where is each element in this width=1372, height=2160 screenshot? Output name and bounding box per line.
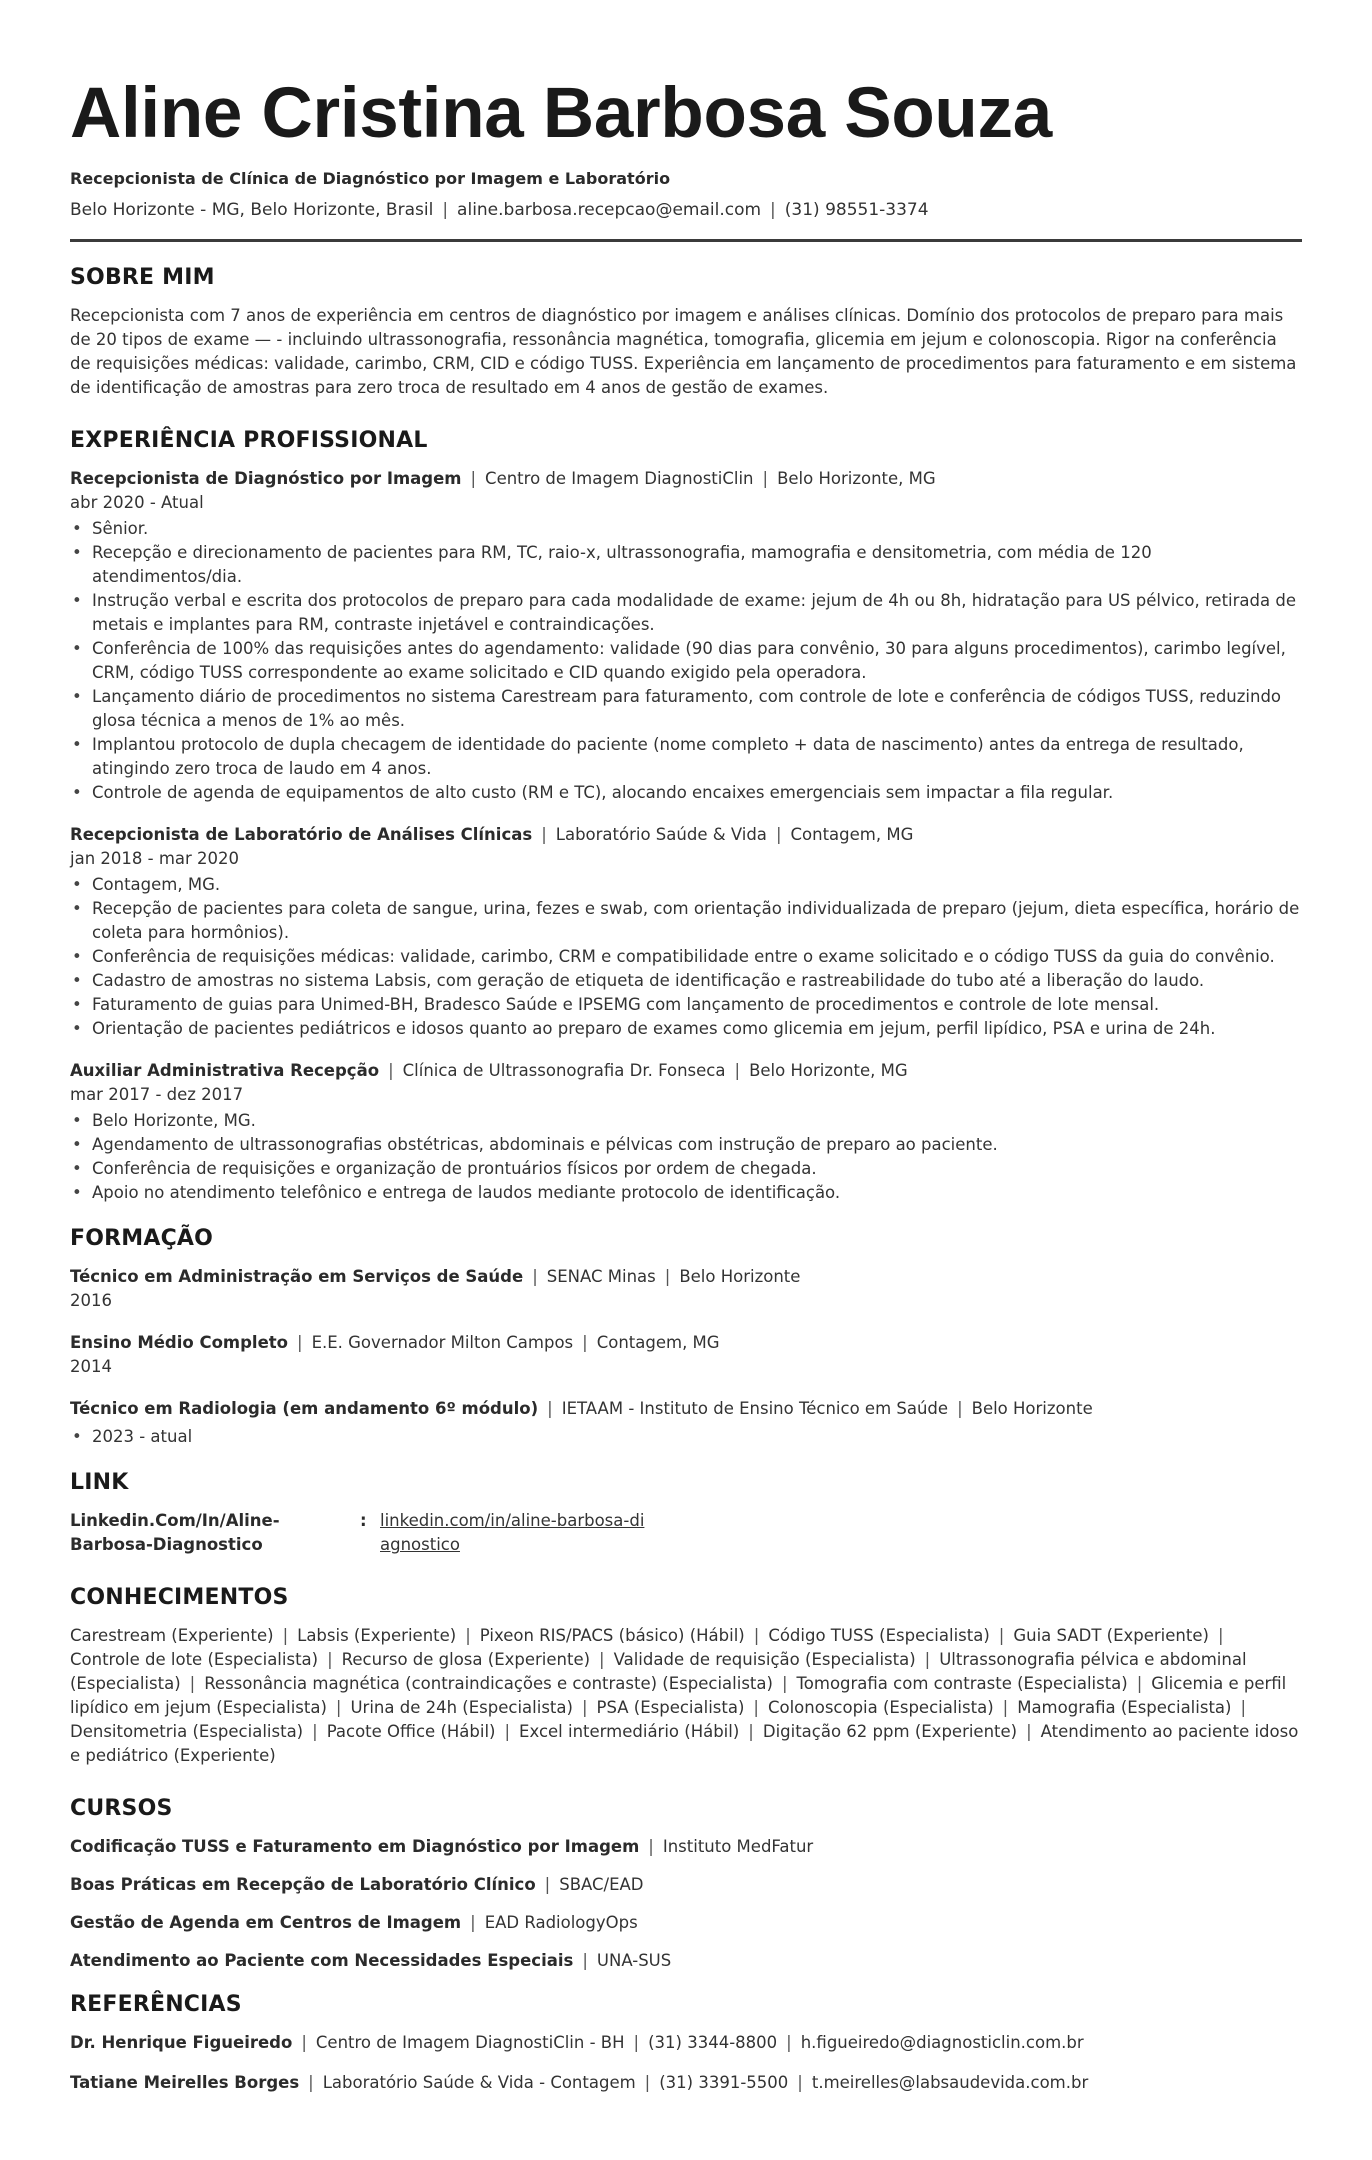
contact-line	[70, 199, 1302, 221]
separator: |	[301, 2033, 307, 2052]
job-bullet: • Controle de agenda de equipamentos de alto custo (RM e TC), alocando encaixes emergenciais sem impactar a fila regular.	[70, 781, 1302, 805]
course-name: Boas Práticas em Recepção de Laboratório Clínico	[70, 1875, 536, 1894]
separator: |	[1002, 1698, 1009, 1717]
separator: |	[998, 1626, 1005, 1645]
education-entry	[70, 1397, 1302, 1449]
contact-location: Belo Horizonte - MG, Belo Horizonte, Brasil	[70, 200, 434, 220]
course-provider: UNA-SUS	[596, 1951, 672, 1970]
skill-item: Recurso de glosa (Experiente)	[341, 1650, 591, 1669]
skill-item: Atendimento ao paciente idoso e pediátrico (Experiente)	[70, 1722, 1299, 1765]
job-bullet: • Contagem, MG.	[70, 873, 1302, 897]
section-title-about: SOBRE MIM	[70, 265, 215, 290]
skill-item: Ultrassonografia pélvica e abdominal (Especialista)	[70, 1650, 1247, 1693]
job-bullet: • Recepção de pacientes para coleta de sangue, urina, fezes e swab, com orientação individualizada de preparo (jejum, dieta específica, horário de coleta para hormônios).	[70, 897, 1302, 945]
job-dates: mar 2017 - dez 2017	[70, 1085, 244, 1104]
course-provider: SBAC/EAD	[559, 1875, 644, 1894]
reference-phone[interactable]: (31) 3391-5500	[659, 2073, 789, 2092]
education-degree: Técnico em Administração em Serviços de Saúde	[70, 1267, 524, 1286]
reference-phone[interactable]: (31) 3344-8800	[648, 2033, 778, 2052]
separator: |	[781, 1674, 788, 1693]
course-name: Gestão de Agenda em Centros de Imagem	[70, 1913, 462, 1932]
section-title-experience: EXPERIÊNCIA PROFISSIONAL	[70, 428, 428, 453]
job-bullet: • Recepção e direcionamento de pacientes para RM, TC, raio-x, ultrassonografia, mamografia e densitometria, com média de 120 atendimentos/dia.	[70, 541, 1302, 589]
job-company: Laboratório Saúde & Vida	[555, 825, 767, 844]
separator: |	[924, 1650, 931, 1669]
linkedin-link[interactable]: linkedin.com/in/aline-barbosa-diagnostico	[380, 1511, 645, 1554]
education-header	[70, 1331, 1302, 1355]
job-bullet: • Implantou protocolo de dupla checagem de identidade do paciente (nome completo + data de nascimento) antes da entrega de resultado, atingindo zero troca de laudo em 4 anos.	[70, 733, 1302, 781]
separator: |	[327, 1650, 333, 1669]
about-text: Recepcionista com 7 anos de experiência em centros de diagnóstico por imagem e análises clínicas. Domínio dos protocolos de preparo para mais de 20 tipos de exame — - incluindo ultrassonografia, ressonância magnética, tomografia, glicemia em jejum e colonoscopia. Rigor na conferência de requisições médicas: validade, carimbo, CRM, CID e código TUSS. Experiência em lançamento de procedimentos para faturamento e em sistema de identificação de amostras para zero troca de resultado em 4 anos de gestão de exames.	[70, 306, 1297, 397]
education-location: Belo Horizonte	[971, 1399, 1093, 1418]
separator: |	[582, 1951, 588, 1970]
references-section	[70, 1991, 1302, 2095]
header-divider	[70, 239, 1302, 242]
separator: |	[1026, 1722, 1032, 1741]
education-entry	[70, 1331, 1302, 1379]
reference-name: Tatiane Meirelles Borges	[70, 2073, 300, 2092]
section-title-courses: CURSOS	[70, 1796, 173, 1821]
separator: |	[470, 469, 477, 488]
job-role: Recepcionista de Diagnóstico por Imagem	[70, 469, 462, 488]
education-school: IETAAM - Instituto de Ensino Técnico em Saúde	[561, 1399, 949, 1418]
course-entry	[70, 1835, 1302, 1859]
course-provider: EAD RadiologyOps	[484, 1913, 638, 1932]
job-bullet: • Faturamento de guias para Unimed-BH, Bradesco Saúde e IPSEMG com lançamento de procedimentos e controle de lote mensal.	[70, 993, 1302, 1017]
skill-item: Glicemia e perfil lipídico em jejum (Especialista)	[70, 1674, 1287, 1717]
separator: |	[664, 1267, 671, 1286]
separator: |	[465, 1626, 471, 1645]
separator: |	[581, 1698, 588, 1717]
job-bullet: • Orientação de pacientes pediátricos e idosos quanto ao preparo de exames como glicemia em jejum, perfil lipídico, PSA e urina de 24h.	[70, 1017, 1302, 1041]
experience-section	[70, 427, 1302, 1205]
skill-item: Mamografia (Especialista)	[1017, 1698, 1232, 1717]
skills-section	[70, 1584, 1302, 1768]
separator: |	[633, 2033, 640, 2052]
job-header	[70, 1059, 1302, 1083]
separator: |	[532, 1267, 538, 1286]
section-title-links: LINK	[70, 1470, 129, 1495]
job-location: Belo Horizonte, MG	[777, 469, 936, 488]
separator: |	[734, 1061, 741, 1080]
job-company: Centro de Imagem DiagnostiClin	[485, 469, 754, 488]
separator: |	[335, 1698, 342, 1717]
course-provider: Instituto MedFatur	[662, 1837, 814, 1856]
separator: |	[470, 1913, 476, 1932]
job-location: Belo Horizonte, MG	[749, 1061, 908, 1080]
courses-list	[70, 1835, 1302, 1973]
education-list	[70, 1265, 1302, 1449]
job-bullet: • Conferência de requisições médicas: validade, carimbo, CRM e compatibilidade entre o exame solicitado e o código TUSS da guia do convênio.	[70, 945, 1302, 969]
skill-item: Tomografia com contraste (Especialista)	[796, 1674, 1128, 1693]
job-list	[70, 467, 1302, 1205]
course-name: Atendimento ao Paciente com Necessidades Especiais	[70, 1951, 574, 1970]
job-bullet: • Apoio no atendimento telefônico e entrega de laudos mediante protocolo de identificação.	[70, 1181, 1302, 1205]
separator: |	[1240, 1698, 1247, 1717]
job-header	[70, 823, 1302, 847]
skill-item: Pacote Office (Hábil)	[326, 1722, 496, 1741]
job-bullet: • Agendamento de ultrassonografias obstétricas, abdominais e pélvicas com instrução de preparo ao paciente.	[70, 1133, 1302, 1157]
skill-item: Guia SADT (Experiente)	[1013, 1626, 1209, 1645]
skill-item: Labsis (Experiente)	[297, 1626, 457, 1645]
reference-name: Dr. Henrique Figueiredo	[70, 2033, 293, 2052]
link-label: Linkedin.Com/In/Aline-Barbosa-Diagnostico	[70, 1511, 280, 1554]
skills-list	[70, 1624, 1302, 1768]
education-location: Contagem, MG	[596, 1333, 720, 1352]
education-school: SENAC Minas	[546, 1267, 656, 1286]
section-title-education: FORMAÇÃO	[70, 1226, 214, 1251]
job-role: Auxiliar Administrativa Recepção	[70, 1061, 380, 1080]
skill-item: Digitação 62 ppm (Experiente)	[762, 1722, 1018, 1741]
courses-section	[70, 1795, 1302, 1973]
section-title-references: REFERÊNCIAS	[70, 1992, 242, 2017]
separator: |	[282, 1626, 289, 1645]
job-bullet: • Conferência de 100% das requisições antes do agendamento: validade (90 dias para convênio, 30 para alguns procedimentos), carimbo legível, CRM, código TUSS correspondente ao exame solicitado e CID quando exigido pela operadora.	[70, 637, 1302, 685]
job-location: Contagem, MG	[790, 825, 914, 844]
separator: |	[775, 825, 782, 844]
job-role: Recepcionista de Laboratório de Análises Clínicas	[70, 825, 533, 844]
skill-item: Controle de lote (Especialista)	[70, 1650, 319, 1669]
links-section	[70, 1469, 1302, 1557]
reference-org: Laboratório Saúde & Vida - Contagem	[322, 2073, 636, 2092]
separator: |	[582, 1333, 588, 1352]
job-bullet: • Cadastro de amostras no sistema Labsis, com geração de etiqueta de identificação e rastreabilidade do tubo até a liberação do laudo.	[70, 969, 1302, 993]
separator: |	[308, 2073, 314, 2092]
reference-email[interactable]: t.meirelles@labsaudevida.com.br	[811, 2073, 1089, 2092]
separator: |	[544, 1875, 551, 1894]
job-entry	[70, 823, 1302, 1041]
link-row	[70, 1509, 1302, 1557]
separator: |	[1136, 1674, 1143, 1693]
reference-email[interactable]: h.figueiredo@diagnosticlin.com.br	[800, 2033, 1084, 2052]
job-entry	[70, 467, 1302, 805]
skill-item: PSA (Especialista)	[596, 1698, 745, 1717]
separator: |	[504, 1722, 511, 1741]
course-entry	[70, 1949, 1302, 1973]
education-entry	[70, 1265, 1302, 1313]
skill-item: Densitometria (Especialista)	[70, 1722, 304, 1741]
job-bullet: • Conferência de requisições e organização de prontuários físicos por ordem de chegada.	[70, 1157, 1302, 1181]
job-bullets	[70, 1109, 1302, 1205]
about-section	[70, 264, 1302, 400]
separator: |	[388, 1061, 394, 1080]
job-dates: abr 2020 - Atual	[70, 493, 204, 512]
education-location: Belo Horizonte	[679, 1267, 801, 1286]
reference-org: Centro de Imagem DiagnostiClin - BH	[315, 2033, 625, 2052]
skill-item: Colonoscopia (Especialista)	[767, 1698, 994, 1717]
job-bullet: • Sênior.	[70, 517, 1302, 541]
skill-item: Código TUSS (Especialista)	[768, 1626, 990, 1645]
contact-email[interactable]: aline.barbosa.recepcao@email.com	[457, 200, 762, 220]
separator: |	[957, 1399, 963, 1418]
job-bullets	[70, 517, 1302, 805]
skill-item: Excel intermediário (Hábil)	[519, 1722, 740, 1741]
separator: |	[762, 469, 769, 488]
job-bullet: • Instrução verbal e escrita dos protocolos de preparo para cada modalidade de exame: jejum de 4h ou 8h, hidratação para US pélvico, retirada de metais e implantes para RM, contraste injetável e contraindicações.	[70, 589, 1302, 637]
section-title-skills: CONHECIMENTOS	[70, 1585, 289, 1610]
separator: |	[599, 1650, 605, 1669]
separator: |	[797, 2073, 803, 2092]
link-colon: :	[360, 1511, 367, 1530]
job-company: Clínica de Ultrassonografia Dr. Fonseca	[402, 1061, 726, 1080]
candidate-headline: Recepcionista de Clínica de Diagnóstico por Imagem e Laboratório	[70, 169, 671, 188]
course-entry	[70, 1911, 1302, 1935]
separator: |	[648, 1837, 654, 1856]
contact-phone[interactable]: (31) 98551-3374	[784, 200, 929, 220]
education-school: E.E. Governador Milton Campos	[311, 1333, 574, 1352]
reference-entry	[70, 2071, 1302, 2095]
education-bullet: • 2023 - atual	[70, 1425, 1302, 1449]
education-year: 2014	[70, 1357, 112, 1376]
skill-item: Urina de 24h (Especialista)	[350, 1698, 573, 1717]
education-degree: Técnico em Radiologia (em andamento 6º módulo)	[70, 1399, 539, 1418]
education-section	[70, 1225, 1302, 1449]
references-list	[70, 2031, 1302, 2095]
separator: |	[770, 200, 776, 220]
separator: |	[786, 2033, 792, 2052]
skill-item: Carestream (Experiente)	[70, 1626, 274, 1645]
course-name: Codificação TUSS e Faturamento em Diagnóstico por Imagem	[70, 1837, 640, 1856]
education-degree: Ensino Médio Completo	[70, 1333, 288, 1352]
separator: |	[1217, 1626, 1224, 1645]
separator: |	[753, 1698, 759, 1717]
skill-item: Ressonância magnética (contraindicações e contraste) (Especialista)	[204, 1674, 773, 1693]
separator: |	[748, 1722, 754, 1741]
reference-entry	[70, 2031, 1302, 2055]
separator: |	[753, 1626, 760, 1645]
job-dates: jan 2018 - mar 2020	[70, 849, 240, 868]
separator: |	[644, 2073, 651, 2092]
job-bullet: • Belo Horizonte, MG.	[70, 1109, 1302, 1133]
job-header	[70, 467, 1302, 491]
job-bullets	[70, 873, 1302, 1041]
separator: |	[547, 1399, 553, 1418]
education-header	[70, 1265, 1302, 1289]
separator: |	[541, 825, 547, 844]
skill-item: Validade de requisição (Especialista)	[613, 1650, 916, 1669]
separator: |	[189, 1674, 196, 1693]
separator: |	[312, 1722, 318, 1741]
separator: |	[297, 1333, 303, 1352]
education-bullets	[70, 1425, 1302, 1449]
job-entry	[70, 1059, 1302, 1205]
job-bullet: • Lançamento diário de procedimentos no sistema Carestream para faturamento, com controle de lote e conferência de códigos TUSS, reduzindo glosa técnica a menos de 1% ao mês.	[70, 685, 1302, 733]
course-entry	[70, 1873, 1302, 1897]
skill-item: Pixeon RIS/PACS (básico) (Hábil)	[479, 1626, 745, 1645]
education-header	[70, 1397, 1302, 1421]
separator: |	[442, 200, 449, 220]
education-year: 2016	[70, 1291, 112, 1310]
candidate-name: Aline Cristina Barbosa Souza	[70, 74, 1052, 153]
